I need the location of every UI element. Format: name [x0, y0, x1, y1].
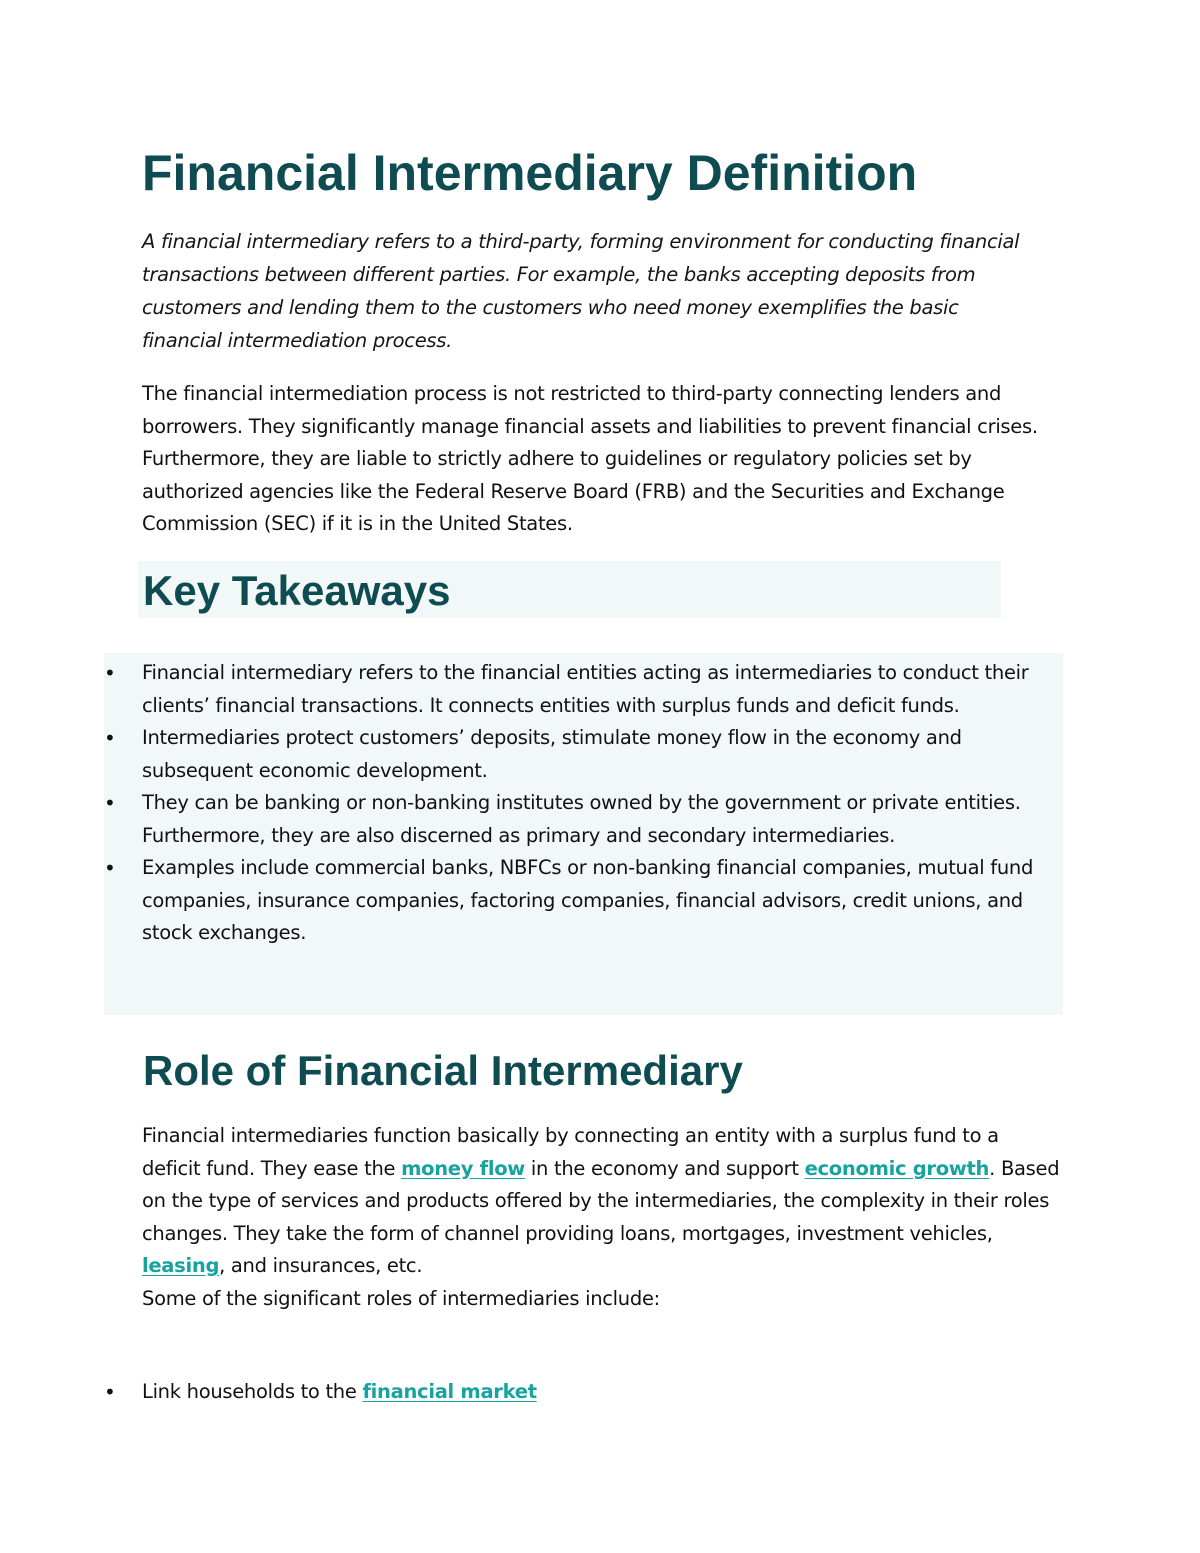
role-text-1: Financial intermediaries function basically by connecting an entity with a surplus fund to a deficit fund. They ease the	[142, 1124, 999, 1180]
role-paragraph	[142, 1120, 1062, 1315]
list-item	[104, 722, 1059, 787]
role-text-3: . Based on the type of services and products offered by the intermediaries, the complexity in their roles changes. They take the form of channel providing loans, mortgages, investment vehicles,	[142, 1156, 1060, 1245]
list-item-text: Intermediaries protect customers’ deposits, stimulate money flow in the economy and subsequent economic development.	[142, 726, 962, 782]
list-item-text: Financial intermediary refers to the financial entities acting as intermediaries to conduct their clients’ financial transactions. It connects entities with surplus funds and deficit funds.	[142, 661, 1029, 717]
economic-growth-link[interactable]: economic growth	[804, 1156, 990, 1180]
intro-paragraph: A financial intermediary refers to a third-party, forming environment for conducting financial transactions between different parties. For example, the banks accepting deposits from customers and lending them to the customers who need money exemplifies the basic financial intermediation process.	[142, 230, 1020, 352]
leasing-link[interactable]: leasing	[142, 1254, 220, 1277]
bullet-icon: •	[104, 856, 116, 880]
bullet-icon: •	[104, 791, 116, 815]
role-text-2: in the economy and support	[525, 1156, 805, 1180]
page-title: Financial Intermediary Definition	[142, 145, 918, 201]
bullet-icon: •	[104, 726, 116, 750]
list-item-text: They can be banking or non-banking institutes owned by the government or private entities. Furthermore, they are also discerned as primary and secondary intermediaries.	[142, 791, 1021, 847]
key-takeaways-list	[104, 657, 1059, 950]
roles-list	[104, 1376, 1059, 1409]
list-item	[104, 787, 1059, 852]
role-text-5: Some of the significant roles of intermediaries include:	[142, 1286, 660, 1310]
bullet-icon: •	[104, 1380, 116, 1404]
money-flow-link[interactable]: money flow	[401, 1156, 526, 1180]
list-item-text: Examples include commercial banks, NBFCs or non-banking financial companies, mutual fund companies, insurance companies, factoring companies, financial advisors, credit unions, and stock exchanges.	[142, 856, 1034, 944]
body-paragraph: The financial intermediation process is not restricted to third-party connecting lenders and borrowers. They significantly manage financial assets and liabilities to prevent financial crises. Furthermore, they are liable to strictly adhere to guidelines or regulatory policies set by authorized agencies like the Federal Reserve Board (FRB) and the Securities and Exchange Commission (SEC) if it is in the United States.	[142, 382, 1038, 535]
key-takeaways-heading: Key Takeaways	[143, 567, 451, 614]
list-item	[104, 852, 1059, 950]
financial-market-link[interactable]: financial market	[362, 1380, 537, 1403]
list-item-text: Link households to the	[142, 1380, 363, 1403]
list-item	[104, 1376, 1059, 1409]
role-text-4: , and insurances, etc.	[219, 1254, 423, 1277]
list-item	[104, 657, 1059, 722]
bullet-icon: •	[104, 661, 116, 685]
role-heading: Role of Financial Intermediary	[143, 1047, 743, 1094]
